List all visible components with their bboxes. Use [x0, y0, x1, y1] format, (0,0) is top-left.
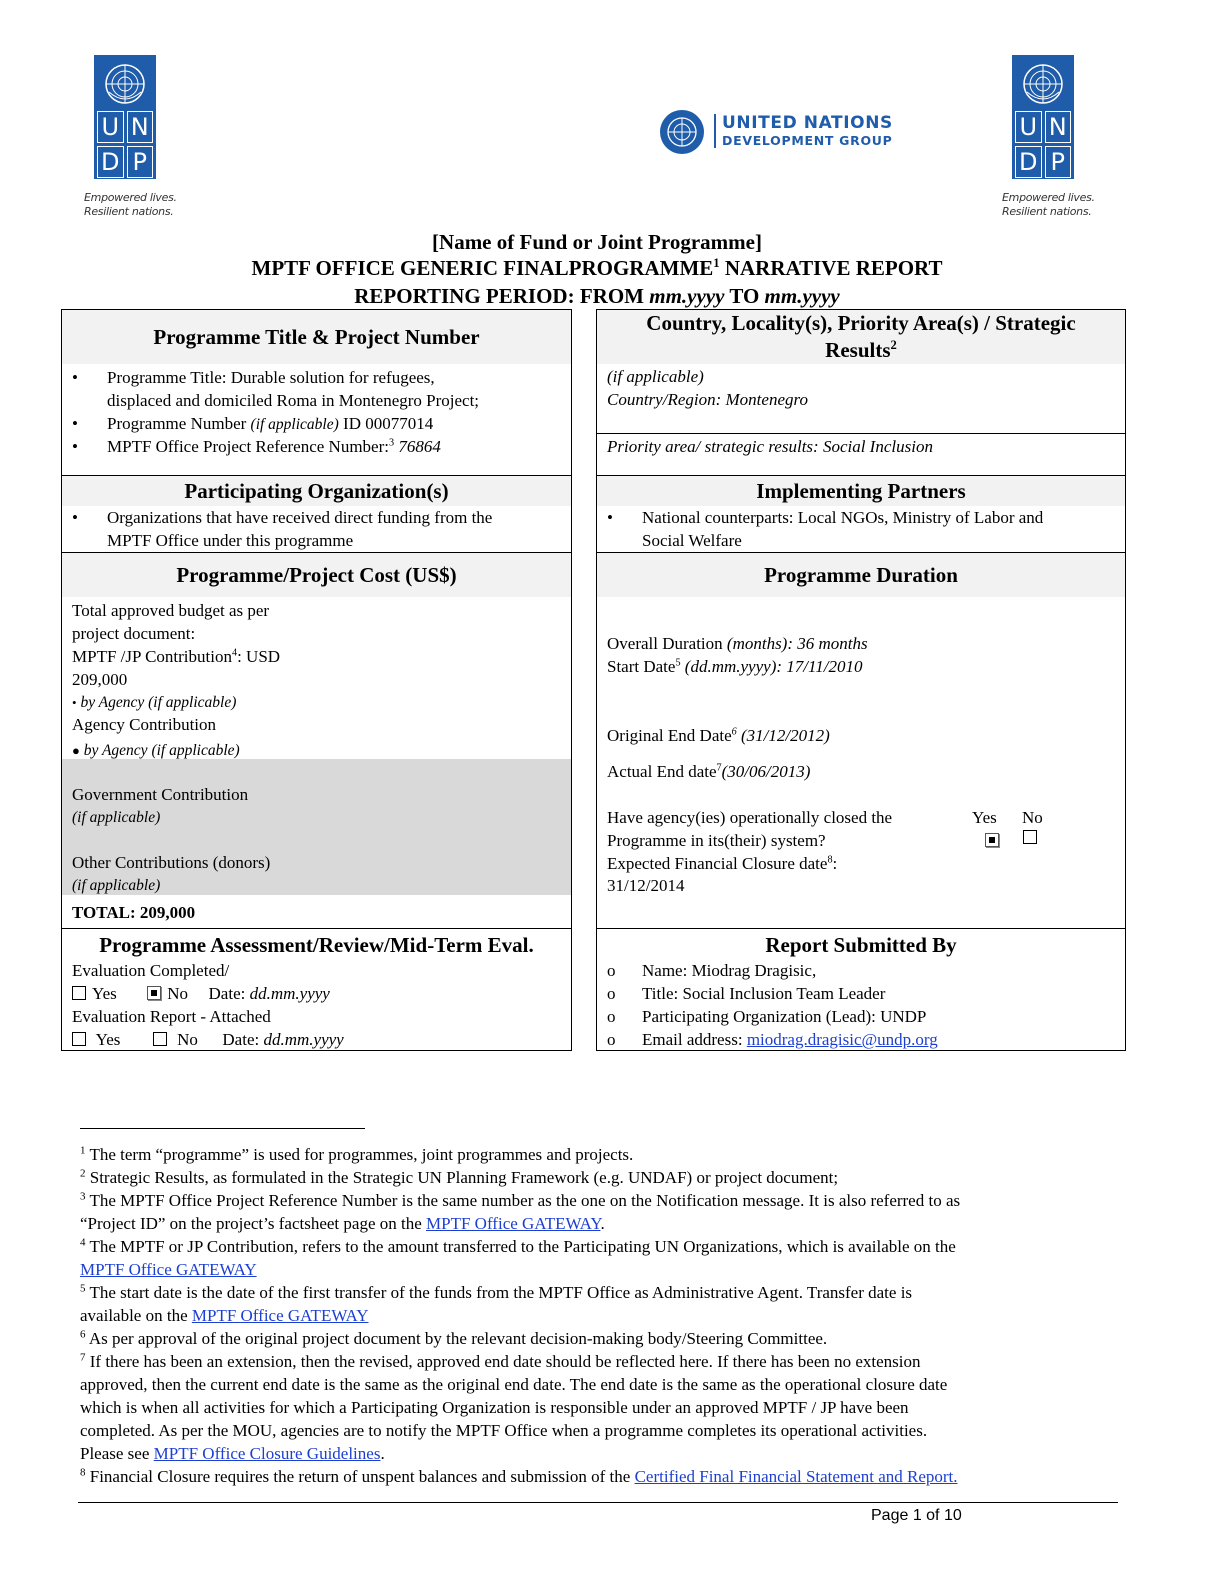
undp-letters: U N D P [1015, 111, 1071, 178]
evaluation-yes-checkbox[interactable] [72, 986, 86, 1000]
original-end-date: Original End Date$^6$ (31/12/2012) [607, 726, 830, 745]
evaluation-report-options: Yes No Date: dd.mm.yyyy [72, 1028, 344, 1051]
reporting-period: REPORTING PERIOD: FROM mm.yyyy TO mm.yyyy [354, 284, 840, 308]
government-contribution: Government Contribution [72, 785, 249, 804]
priority-area: Priority area/ strategic results: Social Inclusion [607, 437, 933, 456]
undp-letters: U N D P [97, 111, 153, 178]
closure-guidelines-link[interactable]: MPTF Office Closure Guidelines [153, 1444, 381, 1463]
report-attached-yes-checkbox[interactable] [72, 1032, 86, 1046]
mptf-contribution: MPTF /JP Contribution$^4$: USD [72, 647, 281, 666]
programme-duration-box: Programme Duration Overall Duration (months): 36 months Start Date$^5$ (dd.mm.yyyy): 17/11/2010 Original End Date$^6$ (31/12/2012) Actual End date$^7$(30/06/2013) Have agency(ies) operationally closed the Programme in its(their) system? Yes No Expected Financial Closure date$^8$: 31/12/2014 [596, 552, 1126, 929]
report-submitted-box [596, 928, 1126, 1051]
footnote-5: $^5$ The start date is the date of the first transfer of the funds from the MPTF Office as Administrative Agent. Transfer date is available on the MPTF Office GATEWAY [80, 1282, 913, 1325]
overall-duration: Overall Duration (months): 36 months [607, 634, 868, 653]
closed-no-checkbox[interactable] [1023, 830, 1043, 848]
programme-cost-box: Programme/Project Cost (US$) Total approved budget as per project document: MPTF /JP Contribution$^4$: USD 209,000 • by Agency (if applicable) Agency Contribution ● by Agency (if applicable) Government Contribution (if applicable) Other Contributions (donors) (if applicable) TOTAL: 209,000 [61, 552, 572, 929]
undp-logo-left [94, 55, 156, 179]
report-attached-no-checkbox[interactable] [153, 1032, 167, 1046]
submitter-email: o Email address: miodrag.dragisic@undp.org [607, 1030, 938, 1049]
email-link[interactable]: miodrag.dragisic@undp.org [746, 1030, 938, 1049]
un-emblem-icon [658, 108, 706, 156]
participating-organizations-header: Participating Organization(s) [62, 476, 571, 506]
country-priority-header: Country, Locality(s), Priority Area(s) / Strategic Results$^2$ [597, 310, 1125, 364]
implementing-partners-box: Implementing Partners • National counterparts: Local NGOs, Ministry of Labor and Social Welfare [596, 475, 1126, 553]
un-emblem-icon [103, 62, 147, 106]
evaluation-no-checkbox[interactable] [147, 986, 161, 1000]
undg-name-line2: DEVELOPMENT GROUP [722, 133, 893, 148]
financial-closure-date: Expected Financial Closure date$^8$: [607, 854, 838, 873]
footnote-3: $^3$ The MPTF Office Project Reference Number is the same number as the one on the Notification message. It is also referred to as “Project ID” on the project’s factsheet page on the MPTF Office GATEWAY. [80, 1190, 961, 1233]
page-number: Page 1 of 10 [871, 1507, 962, 1524]
assessment-header: Programme Assessment/Review/Mid-Term Eval. [62, 929, 571, 959]
programme-title-header: Programme Title & Project Number [62, 310, 571, 364]
assessment-box: Programme Assessment/Review/Mid-Term Eval. Evaluation Completed/ Yes No Date: dd.mm.yyyy Evaluation Report - Attached Yes No Date: dd.mm.yyyy [61, 928, 572, 1051]
footnote-8: $^8$ Financial Closure requires the return of unspent balances and submission of the Certified Final Financial Statement and Report. [80, 1466, 958, 1486]
country-region: Country/Region: Montenegro [607, 390, 808, 409]
implementing-partners-header: Implementing Partners [597, 476, 1125, 506]
undp-logo-right [1012, 55, 1074, 179]
footnote-6: $^6$ As per approval of the original project document by the relevant decision-making body/Steering Committee. [80, 1328, 828, 1348]
mptf-gateway-link[interactable]: MPTF Office GATEWAY [191, 1306, 369, 1325]
country-priority-box: Country, Locality(s), Priority Area(s) / Strategic Results$^2$ (if applicable) Country/Region: Montenegro Priority area/ strategic results: Social Inclusion [596, 309, 1126, 476]
start-date: Start Date$^5$ (dd.mm.yyyy): 17/11/2010 [607, 657, 863, 676]
footnote-1: $^1$ The term “programme” is used for programmes, joint programmes and projects. [80, 1144, 634, 1164]
report-title: MPTF OFFICE GENERIC FINALPROGRAMME$^1$ NARRATIVE REPORT [251, 256, 943, 280]
actual-end-date: Actual End date$^7$(30/06/2013) [607, 762, 811, 781]
mptf-gateway-link[interactable]: MPTF Office GATEWAY [426, 1214, 601, 1233]
evaluation-completed-options: Yes No Date: dd.mm.yyyy [72, 982, 330, 1005]
closed-yes-checkbox[interactable] [985, 833, 1005, 851]
mptf-contribution-value: 209,000 [72, 670, 128, 689]
programme-cost-header: Programme/Project Cost (US$) [62, 553, 571, 597]
participating-organizations-box: Participating Organization(s) • Organizations that have received direct funding from the MPTF Office under this programme [61, 475, 572, 553]
financial-statement-link[interactable]: Certified Final Financial Statement and Report. [634, 1467, 958, 1486]
closure-question-line1: Have agency(ies) operationally closed the [607, 808, 893, 827]
undp-tagline-left: Empowered lives. Resilient nations. [84, 191, 177, 218]
agency-contribution: Agency Contribution [72, 715, 217, 734]
undg-divider [714, 114, 716, 148]
programme-duration-header: Programme Duration [597, 553, 1125, 597]
submitter-name: o Name: Miodrag Dragisic, [607, 961, 817, 980]
footnote-4: $^4$ The MPTF or JP Contribution, refers to the amount transferred to the Participating UN Organizations, which is available on the MPTF Office GATEWAY [80, 1236, 956, 1279]
total-budget: TOTAL: 209,000 [72, 903, 196, 922]
page-footer-rule [78, 1502, 1118, 1503]
closure-question-line2: Programme in its(their) system? [607, 831, 826, 850]
footnote-separator [80, 1128, 365, 1129]
other-contributions: Other Contributions (donors) [72, 853, 271, 872]
footnote-2: $^2$ Strategic Results, as formulated in the Strategic UN Planning Framework (e.g. UNDAF) or project document; [80, 1167, 839, 1187]
submitter-title: o Title: Social Inclusion Team Leader [607, 984, 886, 1003]
programme-title-box: Programme Title & Project Number • Programme Title: Durable solution for refugees, displaced and domiciled Roma in Montenegro Project; • Programme Number (if applicable) ID 00077014 • MPTF Office Project Reference Number:$^3$ 76864 [61, 309, 572, 476]
undg-name-line1: UNITED NATIONS [722, 113, 893, 133]
report-submitted-header: Report Submitted By [597, 929, 1125, 959]
list-item: • by Agency (if applicable) [72, 694, 237, 711]
un-emblem-icon [1021, 62, 1065, 106]
financial-closure-value: 31/12/2014 [607, 876, 685, 895]
divider [597, 433, 1125, 434]
submitter-organization: o Participating Organization (Lead): UNDP [607, 1007, 927, 1026]
footnote-7: $^7$ If there has been an extension, then the revised, approved end date should be reflected here. If there has been no extension approved, then the current end date is the same as the original end date. The end date is the same as the operational closure date which is when all activities for which a Participating Organization is responsible under an approved MPTF / JP have been completed. As per the MOU, agencies are to notify the MPTF Office when a programme completes its operational activities. Please see MPTF Office Closure Guidelines. [80, 1351, 948, 1463]
undg-logo [658, 108, 928, 156]
fund-name-title: [Name of Fund or Joint Programme] [432, 230, 762, 254]
mptf-gateway-link[interactable]: MPTF Office GATEWAY [80, 1260, 257, 1279]
undp-tagline-right: Empowered lives. Resilient nations. [1002, 191, 1095, 218]
list-item: ● by Agency (if applicable) [72, 742, 240, 759]
